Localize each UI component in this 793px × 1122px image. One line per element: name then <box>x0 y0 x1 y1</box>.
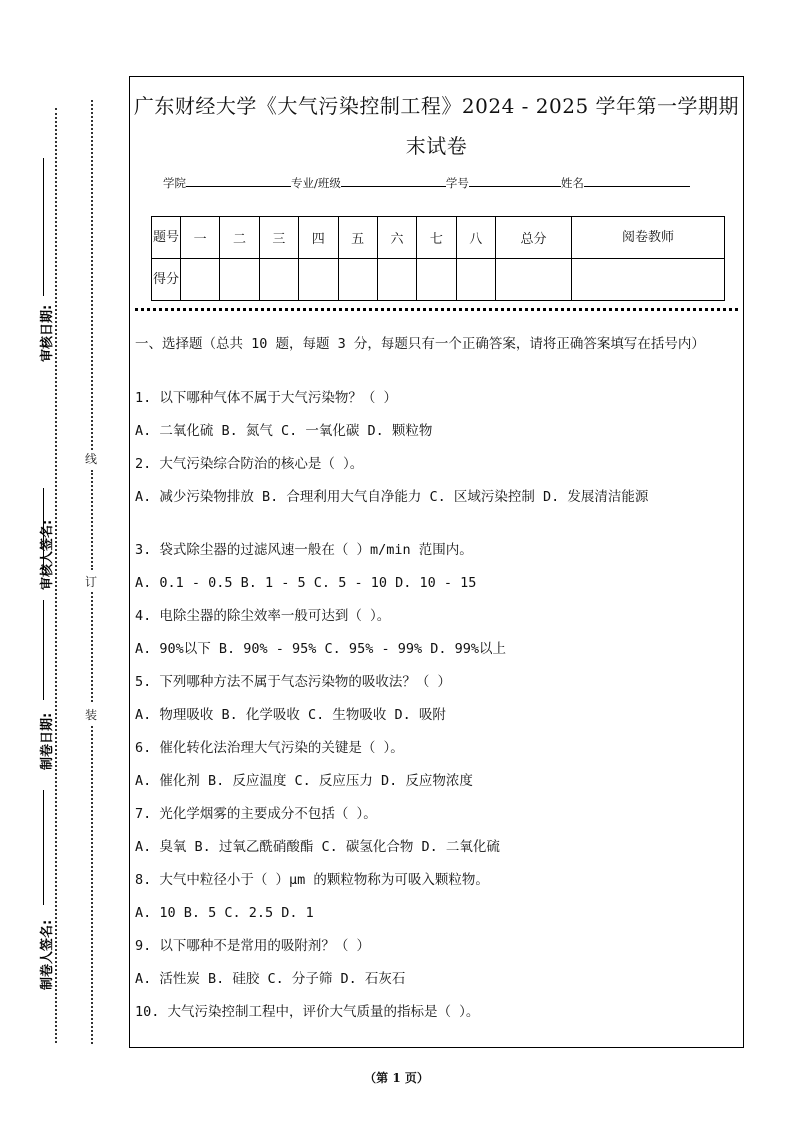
binding-dotted-line-inner-top <box>91 100 93 450</box>
score-cell[interactable] <box>220 259 259 301</box>
college-label: 学院 <box>163 176 186 190</box>
question-options: A. 臭氧 B. 过氧乙酰硝酸酯 C. 碳氢化合物 D. 二氧化硫 <box>135 839 500 855</box>
col-header-total: 总分 <box>496 217 572 259</box>
exam-title-line1: 广东财经大学《大气污染控制工程》2024 - 2025 学年第一学期期 <box>133 94 740 118</box>
row-label-question-number: 题号 <box>152 217 181 259</box>
reviewer-sign-label: 审核人签名: <box>40 519 55 590</box>
section-heading: 一、选择题（总共 10 题，每题 3 分，每题只有一个正确答案，请将正确答案填写在括号内） <box>135 336 705 352</box>
page-number: （第 1 页） <box>364 1071 429 1085</box>
score-cell[interactable] <box>377 259 416 301</box>
maker-sign-line <box>43 790 44 905</box>
student-id-label: 学号 <box>445 176 469 190</box>
question-text: 1. 以下哪种气体不属于大气污染物？（ ） <box>135 390 398 406</box>
dotted-separator <box>135 308 738 311</box>
question-text: 7. 光化学烟雾的主要成分不包括（ ）。 <box>135 806 377 822</box>
score-table-header-row <box>152 217 725 259</box>
question-text: 9. 以下哪种不是常用的吸附剂？（ ） <box>135 938 371 954</box>
binding-char-outer: 装 <box>85 708 98 722</box>
maker-date-label: 制卷日期: <box>40 712 55 770</box>
score-table-score-row <box>152 259 725 301</box>
question-options: A. 90%以下 B. 90% - 95% C. 95% - 99% D. 99%以上 <box>135 641 506 657</box>
col-header: 一 <box>181 217 220 259</box>
major-label: 专业/班级 <box>291 176 341 190</box>
col-header-grader: 阅卷教师 <box>572 217 725 259</box>
question-text: 8. 大气中粒径小于（ ）μm 的颗粒物称为可吸入颗粒物。 <box>135 872 489 888</box>
question-options: A. 0.1 - 0.5 B. 1 - 5 C. 5 - 10 D. 10 - 15 <box>135 575 477 591</box>
binding-char-line: 线 <box>85 452 98 466</box>
college-field[interactable] <box>186 174 291 187</box>
score-cell[interactable] <box>181 259 220 301</box>
reviewer-date-line <box>43 158 44 296</box>
binding-margin <box>0 0 128 1122</box>
col-header: 四 <box>299 217 338 259</box>
question-options: A. 活性炭 B. 硅胶 C. 分子筛 D. 石灰石 <box>135 971 406 987</box>
row-label-score: 得分 <box>152 259 181 301</box>
score-cell[interactable] <box>417 259 456 301</box>
question-options: A. 物理吸收 B. 化学吸收 C. 生物吸收 D. 吸附 <box>135 707 446 723</box>
question-text: 6. 催化转化法治理大气污染的关键是（ ）。 <box>135 740 404 756</box>
score-cell[interactable] <box>299 259 338 301</box>
binding-dotted-line-inner-bottom <box>91 726 93 1044</box>
maker-sign-label: 制卷人签名: <box>40 919 55 990</box>
question-text: 4. 电除尘器的除尘效率一般可达到（ ）。 <box>135 608 391 624</box>
score-cell[interactable] <box>338 259 377 301</box>
col-header: 五 <box>338 217 377 259</box>
exam-frame <box>129 76 744 1048</box>
reviewer-sign-line <box>43 488 44 570</box>
question-options: A. 10 B. 5 C. 2.5 D. 1 <box>135 905 314 921</box>
col-header: 二 <box>220 217 259 259</box>
question-options: A. 催化剂 B. 反应温度 C. 反应压力 D. 反应物浓度 <box>135 773 473 789</box>
binding-dotted-line-outer <box>55 108 57 1043</box>
score-cell[interactable] <box>259 259 298 301</box>
col-header: 六 <box>377 217 416 259</box>
question-options: A. 二氧化硫 B. 氮气 C. 一氧化碳 D. 颗粒物 <box>135 423 433 439</box>
maker-date-line <box>43 600 44 700</box>
reviewer-date-label: 审核日期: <box>40 304 55 362</box>
name-label: 姓名 <box>560 176 584 190</box>
binding-char-bind: 订 <box>85 575 98 589</box>
binding-dotted-line-inner-low <box>91 592 93 702</box>
col-header: 三 <box>259 217 298 259</box>
score-cell-grader[interactable] <box>572 259 725 301</box>
score-cell-total[interactable] <box>496 259 572 301</box>
major-field[interactable] <box>341 174 446 187</box>
question-text: 10. 大气污染控制工程中，评价大气质量的指标是（ ）。 <box>135 1004 480 1020</box>
score-cell[interactable] <box>456 259 495 301</box>
name-field[interactable] <box>584 174 690 187</box>
student-info-line <box>163 174 690 191</box>
question-text: 2. 大气污染综合防治的核心是（ ）。 <box>135 456 364 472</box>
question-options: A. 减少污染物排放 B. 合理利用大气自净能力 C. 区域污染控制 D. 发展清洁能源 <box>135 489 649 505</box>
exam-title-line2: 末试卷 <box>405 134 468 158</box>
col-header: 八 <box>456 217 495 259</box>
question-text: 3. 袋式除尘器的过滤风速一般在（ ）m/min 范围内。 <box>135 542 473 558</box>
score-table <box>151 216 725 301</box>
student-id-field[interactable] <box>469 174 561 187</box>
binding-dotted-line-inner-mid <box>91 470 93 570</box>
col-header: 七 <box>417 217 456 259</box>
question-text: 5. 下列哪种方法不属于气态污染物的吸收法？（ ） <box>135 674 452 690</box>
